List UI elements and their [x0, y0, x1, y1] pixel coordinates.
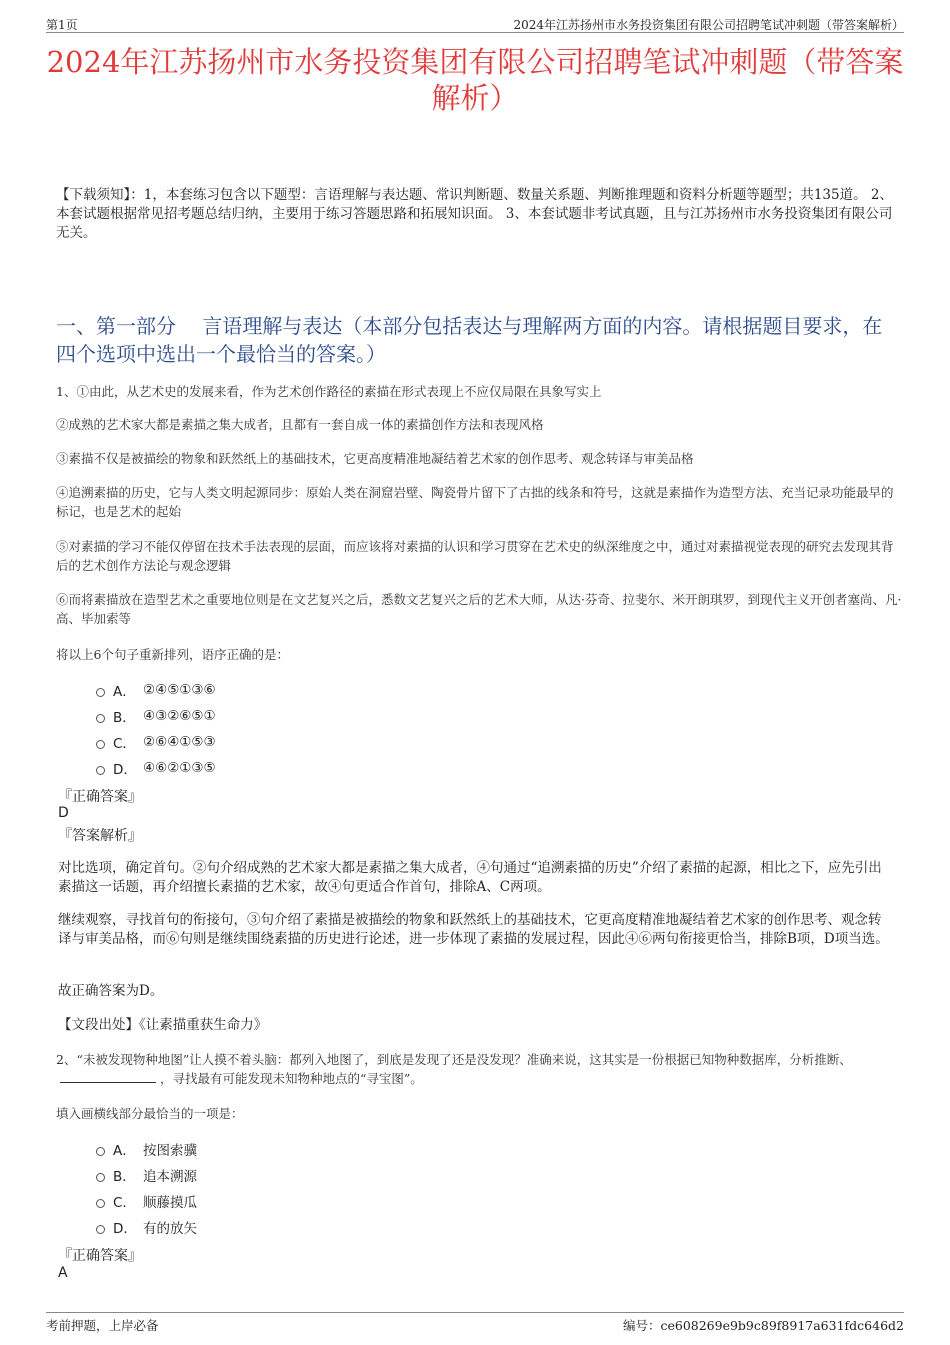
footer-slogan: 考前押题，上岸必备 — [46, 1318, 159, 1333]
radio-icon[interactable] — [96, 1225, 105, 1234]
radio-icon[interactable] — [96, 688, 105, 697]
option-label: D． — [113, 1221, 137, 1237]
q1-option-a[interactable] — [96, 680, 216, 700]
q1-analysis-3: 故正确答案为D。 — [58, 983, 164, 999]
radio-icon[interactable] — [96, 766, 105, 775]
q1-sentence-3: ③素描不仅是被描绘的物象和跃然纸上的基础技术，它更高度精准地凝结着艺术家的创作思考、观念转译与审美品格 — [56, 451, 694, 466]
q1-sentence-5: ⑤对素描的学习不能仅停留在技术手法表现的层面，而应该将对素描的认识和学习贯穿在艺术史的纵深维度之中，通过对素描视觉表现的研究去发现其背后的艺术创作方法论与观念逻辑 — [56, 539, 894, 573]
q2-prompt: 填入画横线部分最恰当的一项是： — [56, 1106, 244, 1121]
radio-icon[interactable] — [96, 1199, 105, 1208]
q1-sentence-1: 1、①由此，从艺术史的发展来看，作为艺术创作路径的素描在形式表现上不应仅局限在具象写实上 — [56, 384, 602, 399]
radio-icon[interactable] — [96, 740, 105, 749]
q2-stem — [56, 1050, 904, 1088]
option-text: ②⑥④①⑤③ — [143, 734, 216, 750]
q1-analysis-2: 继续观察，寻找首句的衔接句，③句介绍了素描是被描绘的物象和跃然纸上的基础技术，它更高度精准地凝结着艺术家的创作思考、观念转译与审美品格，而⑥句则是继续围绕素描的历史进行论述，进一步体现了素描的发展过程，因此④⑥两句衔接更恰当，排除B项，D项当选。 — [58, 912, 889, 947]
option-text: 有的放矢 — [143, 1221, 197, 1237]
option-label: A． — [113, 684, 136, 700]
q2-option-c[interactable] — [96, 1191, 197, 1211]
q2-answer-tag: 『正确答案』 — [58, 1248, 142, 1264]
page-number: 第1页 — [46, 18, 78, 32]
footer-serial: 编号：ce608269e9b9c89f8917a631fdc646d2 — [622, 1318, 904, 1333]
q2-option-b[interactable] — [96, 1165, 197, 1185]
q1-option-c[interactable] — [96, 732, 216, 752]
option-label: C． — [113, 1195, 136, 1211]
option-label: A． — [113, 1143, 136, 1159]
q2-stem-part-a: 2、“未被发现物种地图”让人摸不着头脑：都列入地图了，到底是发现了还是没发现？准确来说，这其实是一份根据已知物种数据库，分析推断、 — [56, 1052, 852, 1067]
option-label: B． — [113, 710, 136, 726]
q1-analysis-tag: 『答案解析』 — [58, 828, 142, 844]
document-title: 2024年江苏扬州市水务投资集团有限公司招聘笔试冲刺题（带答案解析） — [46, 45, 904, 115]
radio-icon[interactable] — [96, 1173, 105, 1182]
q2-option-d[interactable] — [96, 1217, 197, 1237]
fill-blank — [60, 1070, 156, 1083]
q1-answer: D — [58, 805, 69, 821]
page-header — [46, 14, 904, 33]
option-text: ④③②⑥⑤① — [143, 708, 216, 724]
option-text: 追本溯源 — [143, 1169, 197, 1185]
q2-answer: A — [58, 1265, 68, 1281]
q2-stem-part-b: ，寻找最有可能发现未知物种地点的“寻宝图”。 — [160, 1071, 423, 1086]
q1-sentence-2: ②成熟的艺术家大都是素描之集大成者，且都有一套自成一体的素描创作方法和表现风格 — [56, 417, 544, 432]
option-label: C． — [113, 736, 136, 752]
option-text: 顺藤摸瓜 — [143, 1195, 197, 1211]
q1-prompt: 将以上6个句子重新排列，语序正确的是： — [56, 647, 289, 662]
q1-option-d[interactable] — [96, 758, 216, 778]
radio-icon[interactable] — [96, 1147, 105, 1156]
q1-option-b[interactable] — [96, 706, 216, 726]
q2-option-a[interactable] — [96, 1139, 197, 1159]
q1-answer-tag: 『正确答案』 — [58, 789, 142, 805]
q1-sentence-6: ⑥而将素描放在造型艺术之重要地位则是在文艺复兴之后，悉数文艺复兴之后的艺术大师，从达·芬奇、拉斐尔、米开朗琪罗，到现代主义开创者塞尚、凡·高、毕加索等 — [56, 592, 902, 626]
header-doc-title: 2024年江苏扬州市水务投资集团有限公司招聘笔试冲刺题（带答案解析） — [513, 18, 904, 32]
section-title: 一、第一部分 言语理解与表达（本部分包括表达与理解两方面的内容。请根据题目要求，在四个选项中选出一个最恰当的答案。） — [56, 314, 883, 366]
download-notice: 【下载须知】：1，本套练习包含以下题型：言语理解与表达题、常识判断题、数量关系题、判断推理题和资料分析题等题型；共135道。 2、本套试题根据常见招考题总结归纳，主要用于练习答题思路和拓展知识面。 3、本套试题非考试真题，且与江苏扬州市水务投资集团有限公司无关。 — [56, 187, 893, 241]
option-text: 按图索骥 — [143, 1143, 197, 1159]
option-label: D． — [113, 762, 137, 778]
q1-analysis-1: 对比选项，确定首句。②句介绍成熟的艺术家大都是素描之集大成者，④句通过“追溯素描的历史”介绍了素描的起源，相比之下，应先引出素描这一话题，再介绍擅长素描的艺术家，故④句更适合作首句，排除A、C两项。 — [58, 860, 882, 895]
q1-sentence-4: ④追溯素描的历史，它与人类文明起源同步：原始人类在洞窟岩壁、陶瓷骨片留下了古拙的线条和符号，这就是素描作为造型方法、充当记录功能最早的标记，也是艺术的起始 — [56, 485, 894, 519]
option-text: ④⑥②①③⑤ — [143, 760, 216, 776]
option-text: ②④⑤①③⑥ — [143, 682, 216, 698]
radio-icon[interactable] — [96, 714, 105, 723]
option-label: B． — [113, 1169, 136, 1185]
page-footer — [46, 1312, 904, 1335]
q1-source: 【文段出处】《让素描重获生命力》 — [58, 1017, 268, 1033]
